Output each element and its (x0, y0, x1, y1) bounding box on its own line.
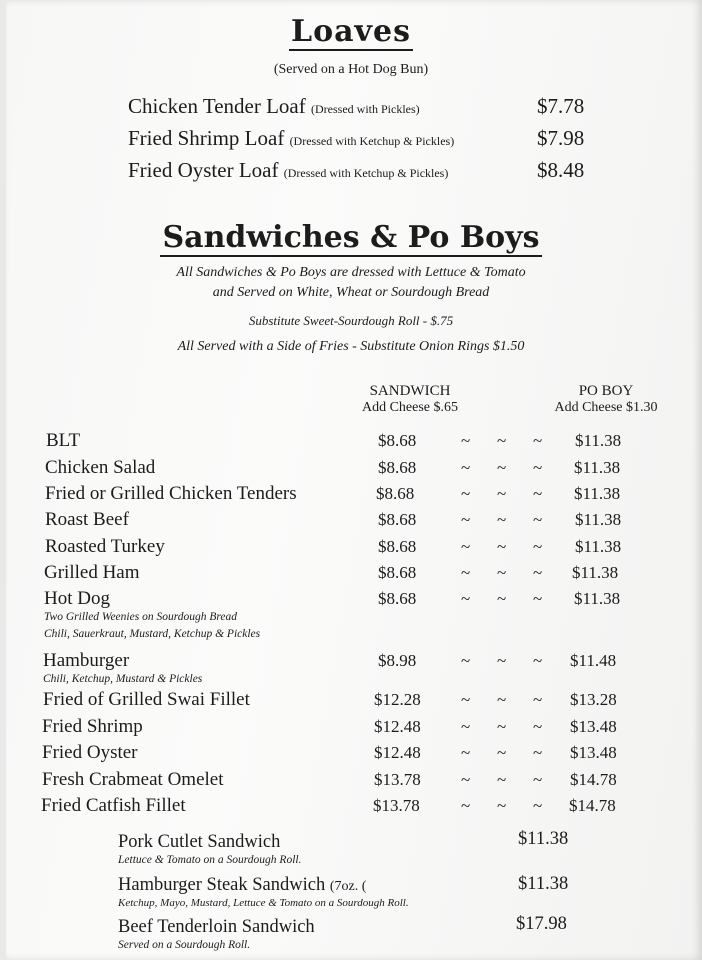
separator-tilde: ~ (497, 589, 507, 608)
separator-tilde: ~ (461, 510, 471, 529)
separator-tilde: ~ (533, 563, 543, 582)
loaves-heading: Loaves (291, 14, 411, 49)
separator-tilde: ~ (533, 589, 543, 608)
special-item-note: Ketchup, Mayo, Mustard, Lettuce & Tomato on a Sourdough Roll. (118, 897, 409, 909)
sandwich-item-name: Fried Oyster (42, 742, 138, 763)
separator-tilde: ~ (497, 510, 507, 529)
sandwich-price: $8.68 (378, 458, 417, 477)
sandwiches-heading: Sandwiches & Po Boys (162, 220, 540, 255)
sandwiches-description-line1: All Sandwiches & Po Boys are dressed with Lettuce & Tomato (176, 265, 526, 280)
sandwich-item-name: Hamburger (43, 650, 130, 671)
loaf-price: $7.98 (537, 126, 585, 150)
sandwich-item-name: BLT (46, 430, 81, 451)
separator-tilde: ~ (461, 651, 471, 670)
sandwich-price: $12.48 (374, 717, 421, 736)
loaves-subtitle: (Served on a Hot Dog Bun) (273, 62, 429, 77)
special-item-name: Hamburger Steak Sandwich (7oz. ( (118, 875, 367, 895)
separator-tilde: ~ (497, 743, 507, 762)
separator-tilde: ~ (533, 458, 543, 477)
separator-tilde: ~ (461, 770, 471, 789)
poboy-price: $11.38 (574, 589, 621, 608)
sandwich-price: $8.68 (378, 537, 417, 556)
sandwich-price: $8.68 (378, 510, 417, 529)
sandwich-item-name: Roasted Turkey (45, 536, 165, 557)
special-item-name: Pork Cutlet Sandwich (118, 832, 281, 852)
sandwich-price: $12.28 (374, 690, 421, 709)
separator-tilde: ~ (461, 717, 471, 736)
separator-tilde: ~ (461, 458, 471, 477)
sandwich-price: $8.68 (378, 431, 417, 450)
special-item-price: $11.38 (518, 874, 569, 894)
loaf-price: $8.48 (537, 158, 585, 182)
sandwich-price: $8.68 (378, 589, 417, 608)
separator-tilde: ~ (533, 743, 543, 762)
poboy-price: $13.48 (570, 717, 617, 736)
separator-tilde: ~ (497, 431, 507, 450)
sandwich-item-note: Chili, Ketchup, Mustard & Pickles (43, 673, 203, 685)
sandwich-price: $8.68 (376, 484, 415, 503)
separator-tilde: ~ (497, 690, 507, 709)
poboy-price: $13.48 (570, 743, 617, 762)
column-sandwich-header: SANDWICH Add Cheese $.65 (361, 383, 459, 415)
separator-tilde: ~ (533, 431, 543, 450)
poboy-price: $11.38 (572, 563, 619, 582)
sandwich-price: $12.48 (374, 743, 421, 762)
sandwich-item-name: Hot Dog (44, 588, 110, 609)
separator-tilde: ~ (461, 484, 471, 503)
sandwich-item-name: Roast Beef (45, 509, 129, 530)
separator-tilde: ~ (461, 589, 471, 608)
sandwich-price: $8.68 (378, 563, 417, 582)
poboy-price: $11.38 (575, 510, 622, 529)
separator-tilde: ~ (533, 484, 543, 503)
separator-tilde: ~ (497, 796, 507, 815)
separator-tilde: ~ (461, 431, 471, 450)
separator-tilde: ~ (533, 770, 543, 789)
separator-tilde: ~ (461, 796, 471, 815)
poboy-price: $11.48 (570, 651, 617, 670)
sandwich-item-note: Chili, Sauerkraut, Mustard, Ketchup & Pickles (44, 628, 261, 640)
poboy-price: $11.38 (574, 458, 621, 477)
separator-tilde: ~ (461, 743, 471, 762)
sandwich-price: $13.78 (373, 796, 420, 815)
poboy-price: $13.28 (570, 690, 617, 709)
sandwich-item-name: Fried Shrimp (42, 716, 143, 737)
loaf-item: Chicken Tender Loaf (Dressed with Pickles) (128, 94, 420, 118)
poboy-price: $11.38 (574, 484, 621, 503)
loaf-item: Fried Shrimp Loaf (Dressed with Ketchup & Pickles) (128, 126, 455, 150)
special-item-name: Beef Tenderloin Sandwich (118, 917, 315, 937)
sandwich-item-name: Fried Catfish Fillet (41, 795, 186, 816)
sandwich-price: $8.98 (378, 651, 417, 670)
sandwich-item-name: Chicken Salad (45, 457, 156, 478)
sandwich-item-name: Fried or Grilled Chicken Tenders (45, 483, 297, 504)
sandwich-item-name: Fried of Grilled Swai Fillet (43, 689, 250, 710)
sandwich-item-note: Two Grilled Weenies on Sourdough Bread (44, 611, 238, 623)
poboy-price: $11.38 (575, 537, 622, 556)
separator-tilde: ~ (533, 690, 543, 709)
separator-tilde: ~ (497, 484, 507, 503)
special-item-price: $17.98 (516, 914, 567, 934)
sandwich-price: $13.78 (374, 770, 421, 789)
special-item-price: $11.38 (518, 829, 569, 849)
separator-tilde: ~ (461, 537, 471, 556)
separator-tilde: ~ (461, 690, 471, 709)
poboy-price: $14.78 (569, 796, 616, 815)
separator-tilde: ~ (497, 717, 507, 736)
separator-tilde: ~ (533, 537, 543, 556)
loaf-price: $7.78 (537, 94, 585, 118)
separator-tilde: ~ (497, 770, 507, 789)
separator-tilde: ~ (533, 510, 543, 529)
fries-note: All Served with a Side of Fries - Substitute Onion Rings $1.50 (177, 339, 525, 354)
poboy-price: $14.78 (570, 770, 617, 789)
column-poboy-header: PO BOY Add Cheese $1.30 (554, 383, 658, 415)
separator-tilde: ~ (497, 563, 507, 582)
substitute-roll-note: Substitute Sweet-Sourdough Roll - $.75 (248, 313, 454, 328)
separator-tilde: ~ (533, 796, 543, 815)
special-item-note: Served on a Sourdough Roll. (118, 939, 251, 951)
sandwich-item-name: Fresh Crabmeat Omelet (42, 769, 224, 790)
separator-tilde: ~ (497, 651, 507, 670)
separator-tilde: ~ (497, 458, 507, 477)
separator-tilde: ~ (533, 651, 543, 670)
poboy-price: $11.38 (575, 431, 622, 450)
loaf-item: Fried Oyster Loaf (Dressed with Ketchup & Pickles) (128, 158, 449, 182)
separator-tilde: ~ (497, 537, 507, 556)
sandwich-item-name: Grilled Ham (44, 562, 140, 583)
separator-tilde: ~ (533, 717, 543, 736)
separator-tilde: ~ (461, 563, 471, 582)
special-item-note: Lettuce & Tomato on a Sourdough Roll. (118, 854, 302, 866)
sandwiches-description-line2: and Served on White, Wheat or Sourdough Bread (212, 285, 490, 300)
